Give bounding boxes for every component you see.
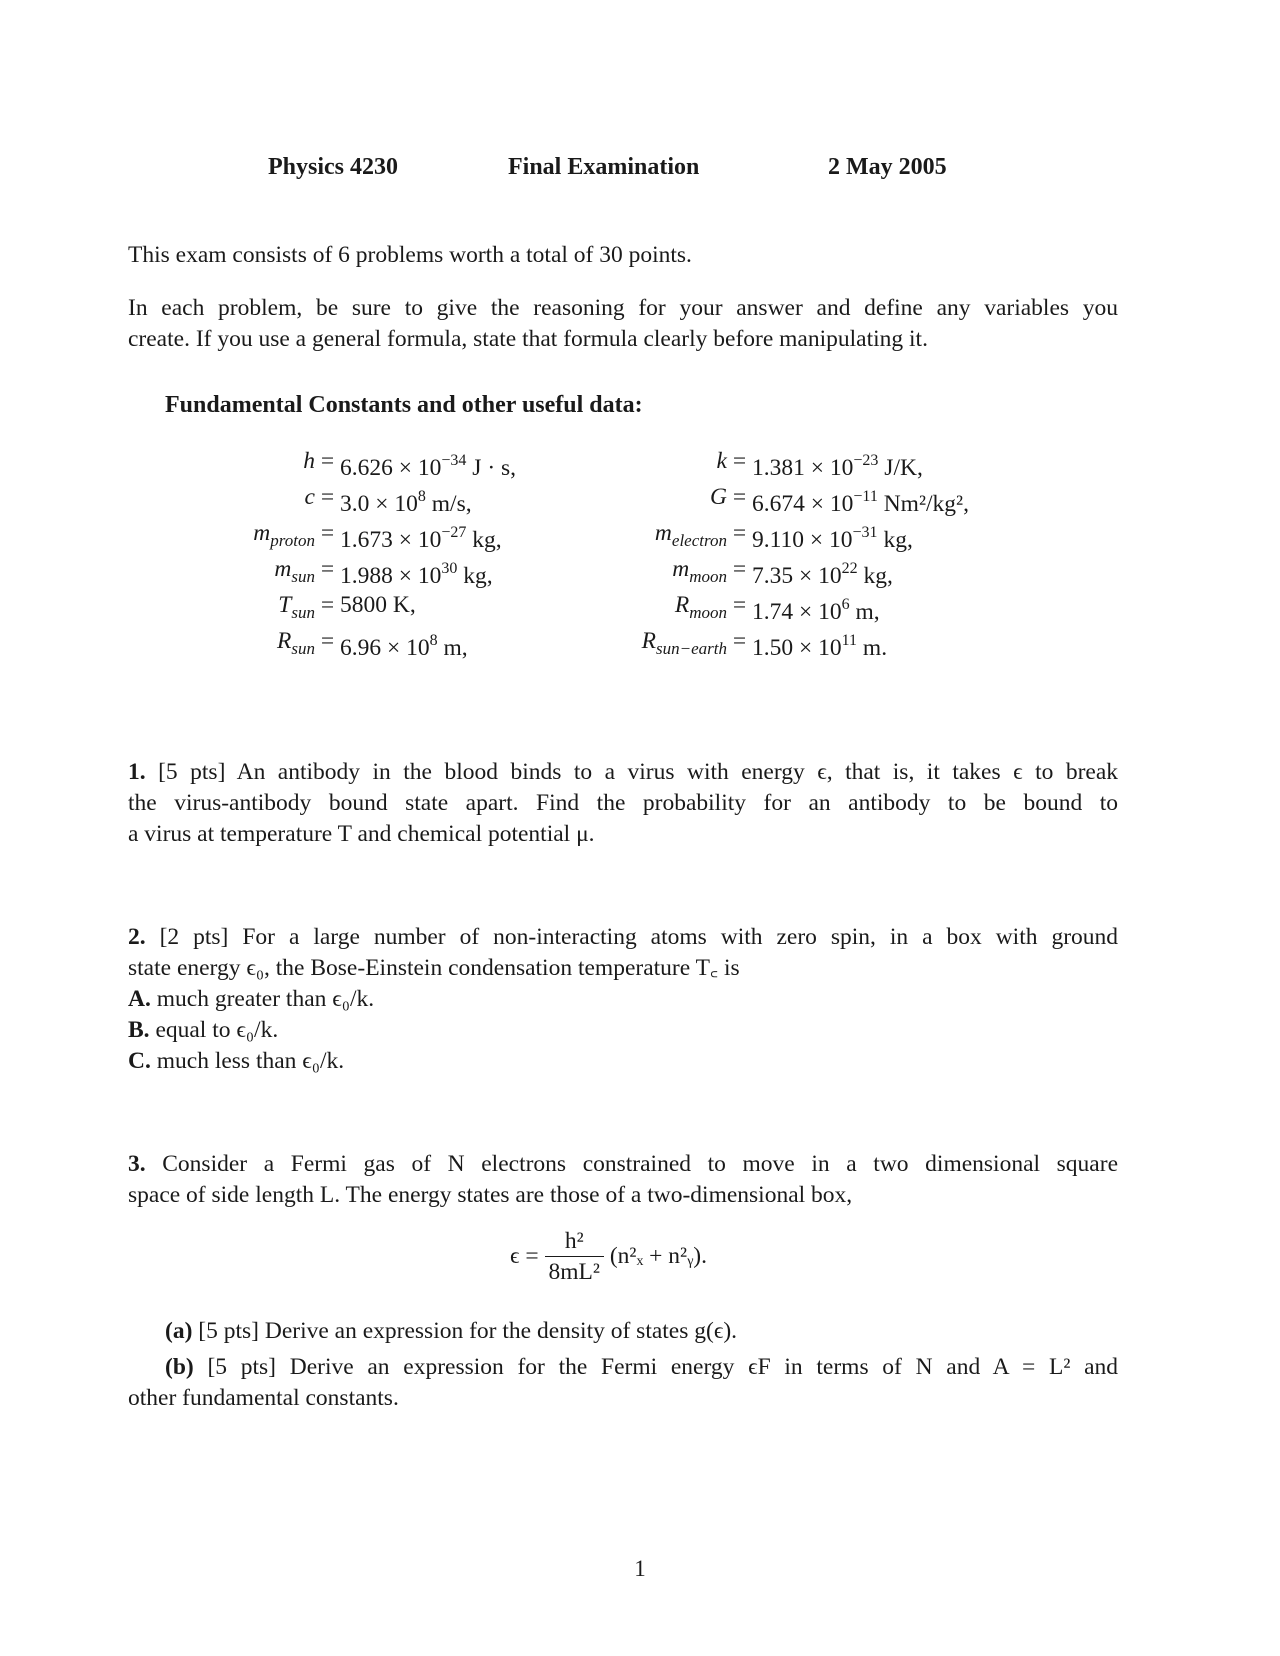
part-b-continued: other fundamental constants. [128,1385,399,1411]
constant-symbol: h = [303,448,340,474]
problem-number: 2. [128,924,146,950]
constant-symbol: $m_{sun}$ = [274,556,340,586]
value-unit: J · s, [472,455,517,481]
problem-2 [128,922,1118,1077]
value-unit: kg, [883,527,913,553]
value-unit: kg, [863,563,893,589]
constant-value: $1.381 \times 10^{-23}$ J/K, [752,452,923,481]
part-points: [5 pts] [198,1318,259,1344]
intro-line: In each problem, be sure to give the reasoning for your answer and define any variables you [128,295,1118,321]
symbol-subscript: sun [291,639,315,658]
problem-text: Consider a Fermi gas of N electrons constrained to move in a two dimensional square [162,1151,1118,1177]
part-text: Derive an expression for the Fermi energy ϵF in terms of N and A = L² and [289,1354,1119,1380]
value-mantissa: 6.96 [340,635,382,661]
value-unit: m/s, [431,491,472,517]
constant-value [340,587,416,623]
value-exponent: 8 [429,632,438,649]
symbol-letter: m [672,556,690,582]
symbol-letter: k [716,448,727,474]
symbol-subscript: sun−earth [656,639,727,658]
part-points: [5 pts] [207,1354,276,1380]
symbol-letter: T [278,592,292,618]
problem-2-line [128,922,1118,953]
problem-3-line [128,1149,1118,1180]
problem-text: For a large number of non-interacting atoms with zero spin, in a box with ground [242,924,1119,950]
option-text: equal to ϵ₀/k. [155,1017,279,1043]
value-mantissa: 1.988 [340,563,393,589]
problem-number: 1. [128,759,146,785]
symbol-subscript: sun [291,603,315,622]
symbol-subscript: sun [291,567,315,586]
problem-points: [5 pts] [158,759,226,785]
constant-symbol: $m_{moon}$ = [672,556,752,586]
intro-line: This exam consists of 6 problems worth a total of 30 points. [128,242,692,268]
value-mantissa: 3.0 [340,491,370,517]
part-a [128,1316,1118,1347]
intro-paragraph-2 [128,293,1118,355]
value-mantissa: 5800 K, [340,592,416,618]
constant-symbol: k = [716,448,752,474]
symbol-subscript: proton [270,531,315,550]
option-text: much less than ϵ₀/k. [156,1048,345,1074]
intro-paragraph-1 [128,240,1118,271]
value-unit: kg, [472,527,502,553]
symbol-letter: R [641,628,656,654]
value-exponent: −23 [853,452,879,469]
constant-value: $1.50 \times 10^{11}$ m. [752,632,888,661]
constant-symbol: $R_{moon}$ = [674,592,752,622]
problem-3-line: space of side length L. The energy states are those of a two-dimensional box, [128,1182,853,1208]
course-title: Physics 4230 [268,154,399,180]
problem-1 [128,757,1118,850]
problem-points: [2 pts] [159,924,229,950]
page-number: 1 [634,1556,646,1581]
value-exponent: −31 [852,524,878,541]
symbol-letter: G [710,484,727,510]
constant-value: $7.35 \times 10^{22}$ kg, [752,560,893,589]
symbol-letter: m [654,520,672,546]
value-mantissa: 1.673 [340,527,393,553]
constant-symbol: $R_{sun-earth}$ = [641,628,752,658]
problem-3 [128,1149,1118,1211]
symbol-letter: R [674,592,690,618]
constant-value: $1.74 \times 10^6$ m, [752,596,880,625]
option-label: A. [128,986,151,1012]
equation-fraction [545,1226,604,1287]
value-exponent: −27 [441,524,467,541]
symbol-letter: R [277,628,292,654]
value-exponent: −34 [441,452,467,469]
option-a [128,984,1118,1015]
constant-symbol: $T_{sun}$ = [278,592,340,622]
energy-equation [510,1226,707,1287]
value-unit: Nm²/kg², [883,491,969,517]
symbol-subscript: electron [671,531,727,550]
value-exponent: 6 [841,596,850,613]
equation-rest: (n²ₓ + n²ᵧ). [609,1243,707,1269]
value-mantissa: 6.626 [340,455,393,481]
value-exponent: 11 [841,632,858,649]
value-exponent: 30 [441,560,458,577]
value-mantissa: 1.381 [752,455,805,481]
constants-title: Fundamental Constants and other useful data: [165,392,643,418]
fraction-numerator: h² [545,1226,604,1257]
constant-symbol: $m_{proton}$ = [253,520,340,550]
problem-1-line: a virus at temperature T and chemical potential μ. [128,821,595,847]
value-unit: m, [443,635,468,661]
symbol-letter: m [274,556,292,582]
value-unit: kg, [463,563,493,589]
constant-value: $1.988 \times 10^{30}$ kg, [340,560,493,589]
exam-date: 2 May 2005 [828,154,947,180]
option-text: much greater than ϵ₀/k. [156,986,375,1012]
constant-symbol: c = [304,484,340,510]
symbol-subscript: moon [689,603,727,622]
fraction-denominator: 8mL² [548,1259,600,1285]
value-mantissa: 1.74 [752,599,794,625]
value-exponent: 22 [841,560,858,577]
part-label: (b) [165,1354,194,1380]
problem-1-line: the virus-antibody bound state apart. Find the probability for an antibody to be bound to [128,790,1118,816]
problem-3-parts [128,1316,1118,1414]
value-mantissa: 6.674 [752,491,805,517]
constant-value: $6.674 \times 10^{-11}$ Nm²/kg², [752,488,969,517]
constant-value: $3.0 \times 10^8$ m/s, [340,488,472,517]
value-unit: J/K, [884,455,923,481]
symbol-letter: c [304,484,315,510]
value-mantissa: 9.110 [752,527,805,553]
problem-text: An antibody in the blood binds to a virus with energy ϵ, that is, it takes ϵ to break [236,759,1119,785]
option-b [128,1015,1118,1046]
problem-number: 3. [128,1151,146,1177]
problem-2-line: state energy ϵ₀, the Bose-Einstein condensation temperature T꜀ is [128,955,740,981]
equation-lhs: ϵ = [510,1243,539,1269]
value-mantissa: 7.35 [752,563,794,589]
constant-value: $6.96 \times 10^8$ m, [340,632,468,661]
value-mantissa: 1.50 [752,635,794,661]
constant-value: $6.626 \times 10^{-34}$ J · s, [340,452,517,481]
constant-symbol: G = [710,484,752,510]
value-unit: m, [855,599,880,625]
constant-symbol: $R_{sun}$ = [277,628,340,658]
constant-value: $9.110 \times 10^{-31}$ kg, [752,524,913,553]
value-unit: m. [862,635,888,661]
symbol-subscript: moon [689,567,727,586]
problem-1-line [128,757,1118,788]
value-exponent: 8 [417,488,426,505]
part-b [128,1352,1118,1383]
part-text: Derive an expression for the density of states g(ϵ). [264,1318,738,1344]
intro-line: create. If you use a general formula, state that formula clearly before manipulating it. [128,326,928,352]
symbol-letter: m [253,520,271,546]
option-label: B. [128,1017,150,1043]
option-c [128,1046,1118,1077]
part-label: (a) [165,1318,193,1344]
constant-symbol: $m_{electron}$ = [654,520,752,550]
value-exponent: −11 [853,488,878,505]
constant-value: $1.673 \times 10^{-27}$ kg, [340,524,502,553]
option-label: C. [128,1048,151,1074]
exam-title: Final Examination [508,154,700,180]
symbol-letter: h [303,448,315,474]
